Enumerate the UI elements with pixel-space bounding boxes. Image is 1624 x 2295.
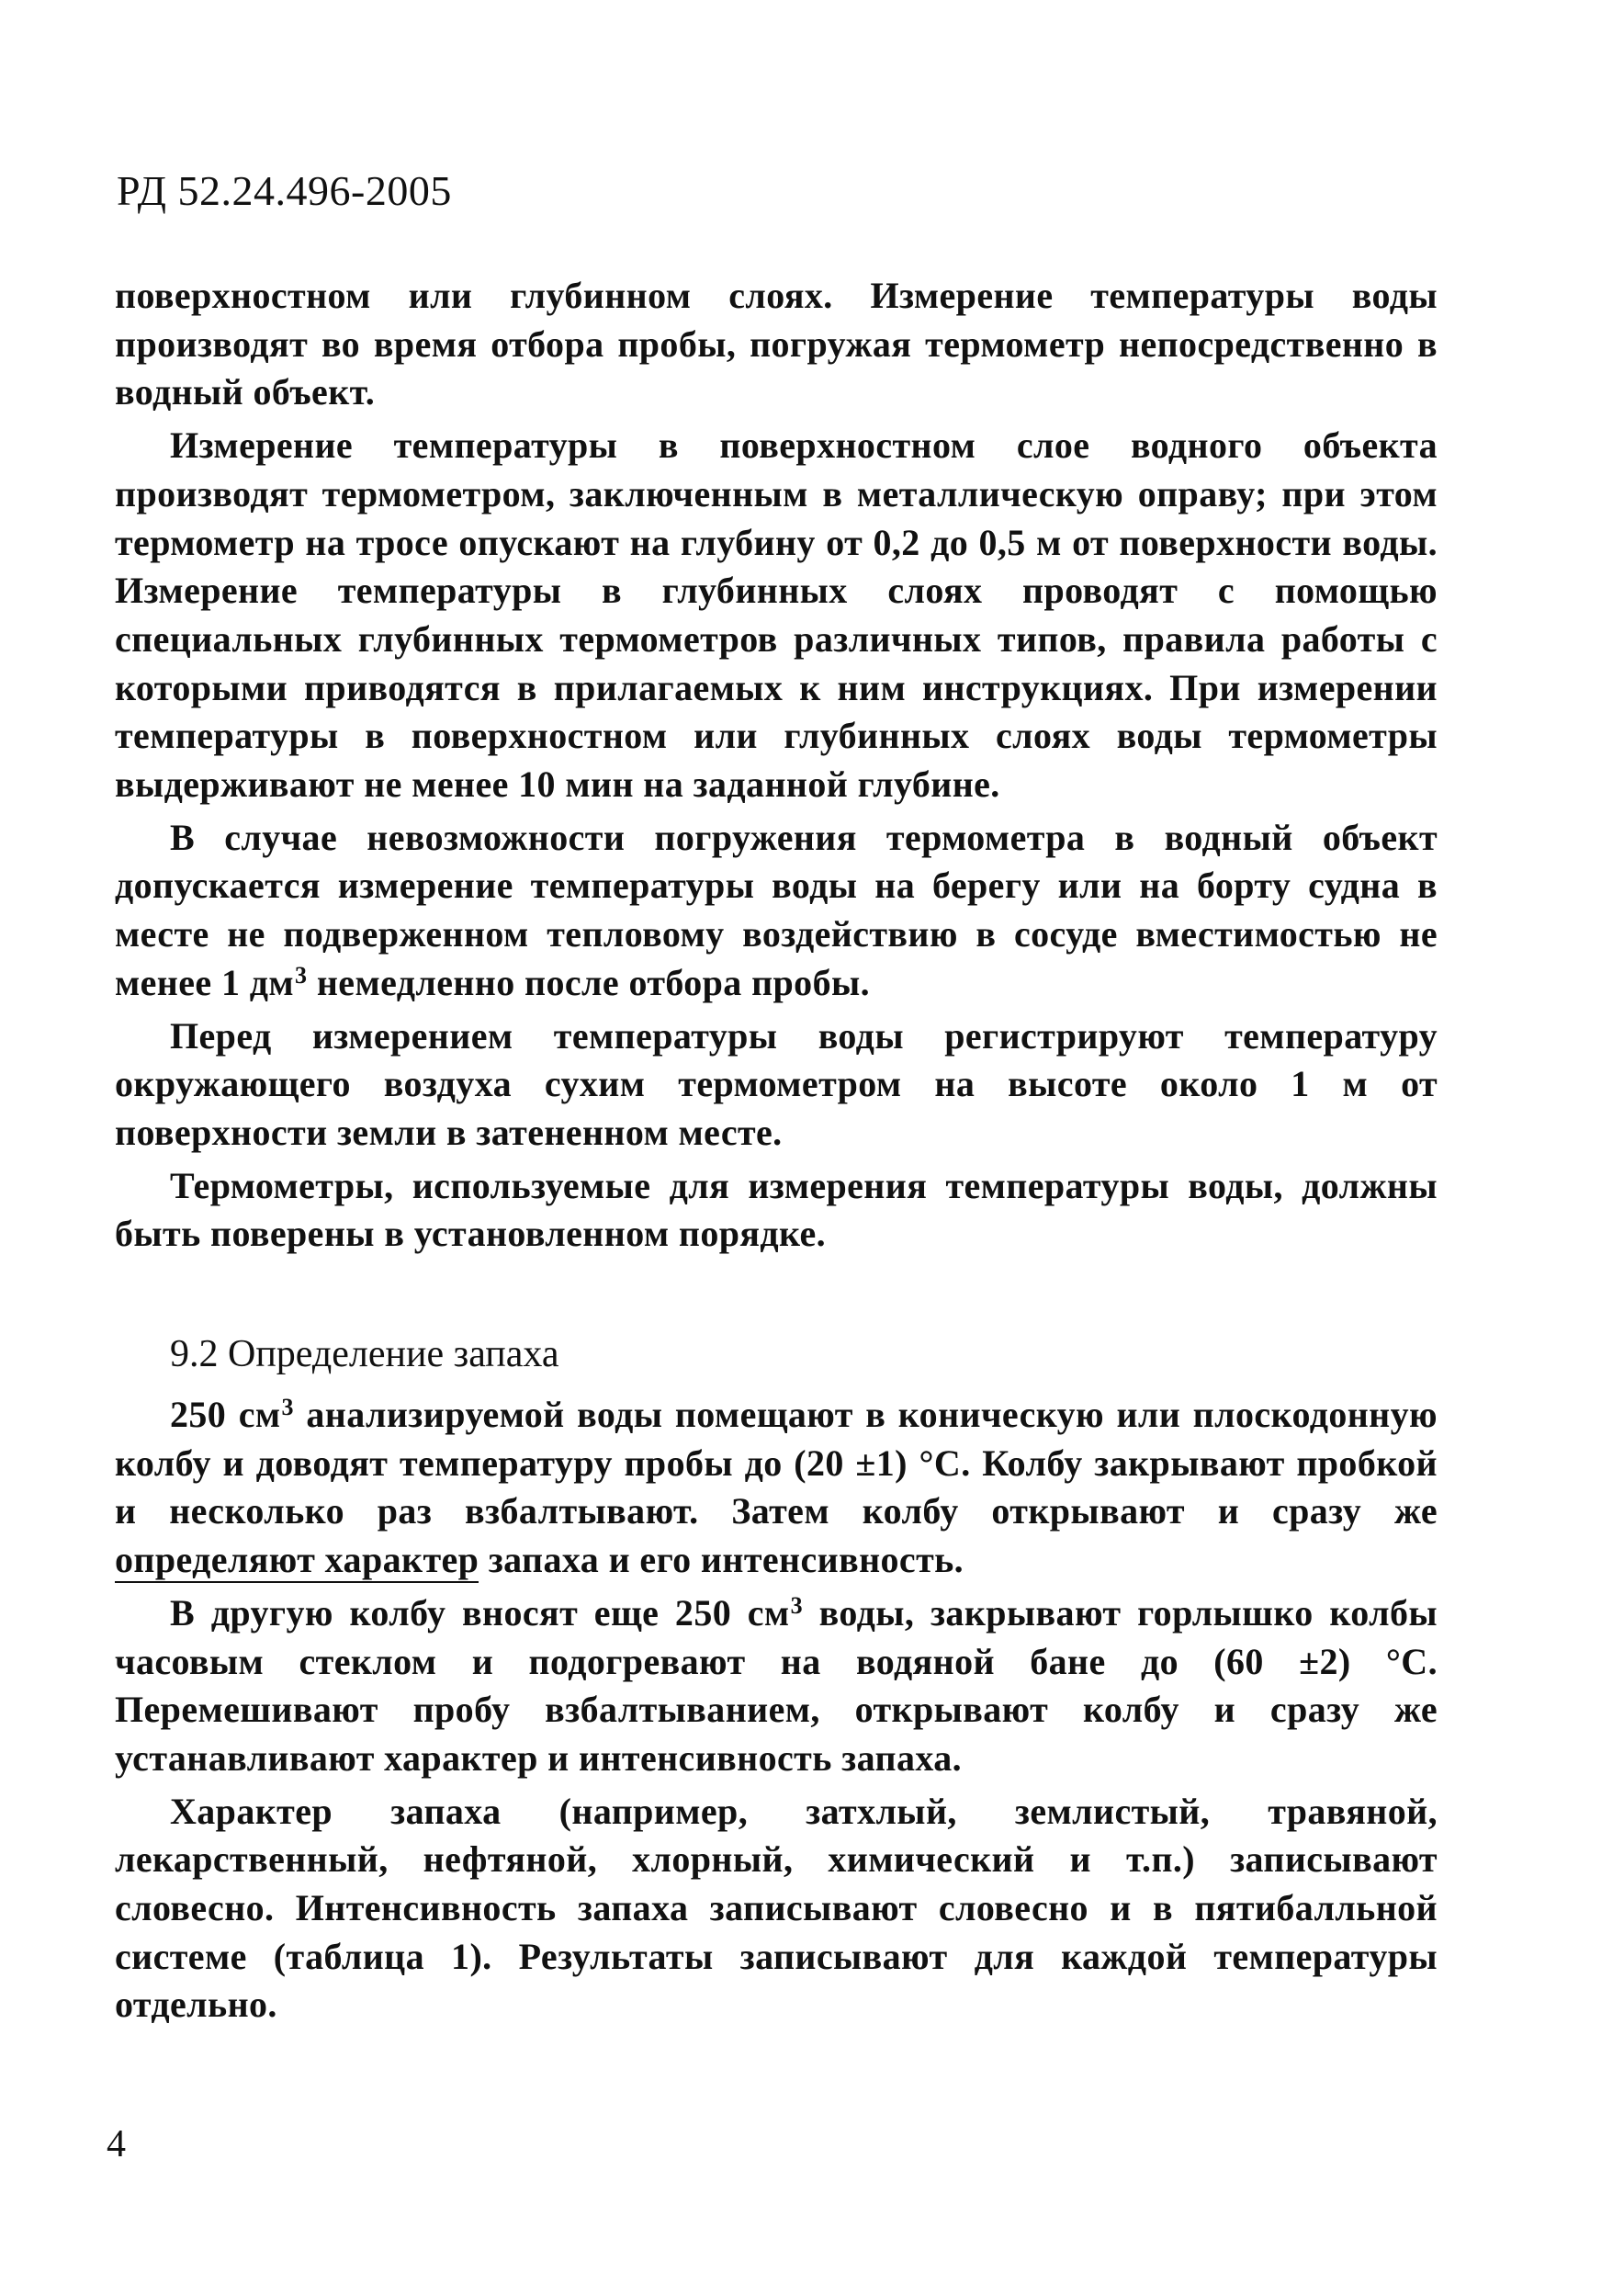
paragraph-text: немедленно после отбора пробы.: [307, 961, 871, 1003]
paragraph-continued: поверхностном или глубинном слоях. Измерение температуры воды производят во время отбора пробы, погружая термометр непосредственно в водный объект.: [115, 275, 1438, 413]
section-heading-odor: 9.2 Определение запаха: [170, 1333, 559, 1375]
paragraph-text: В другую колбу вносят еще 250 см: [170, 1591, 790, 1634]
section-odor-determination: [115, 1391, 1438, 2029]
paragraph-text: запаха и его интенсивность.: [479, 1539, 964, 1581]
page-number: 4: [107, 2123, 126, 2165]
paragraph-thermometer-verification: Термометры, используемые для измерения температуры воды, должны быть поверены в установленном порядке.: [115, 1164, 1438, 1255]
superscript: 3: [790, 1591, 803, 1619]
paragraph-odor-at-60: [115, 1589, 1438, 1783]
superscript: 3: [281, 1394, 294, 1420]
paragraph-text: воды, закрывают горлышко колбы часовым стеклом и подогревают на водяной бане до (60 ±2) °С. Перемешивают пробу взбалтыванием, открывают колбу и сразу же устанавливают характер и интенсивность запаха.: [115, 1591, 1438, 1779]
paragraph-air-temperature: Перед измерением температуры воды регистрируют температуру окружающего воздуха сухим термометром на высоте около 1 м от поверхности земли в затененном месте.: [115, 1014, 1438, 1153]
paragraph-shore-measurement: [115, 814, 1438, 1008]
document-code-header: РД 52.24.496-2005: [117, 167, 452, 214]
superscript: 3: [295, 961, 308, 989]
paragraph-surface-measurement: Измерение температуры в поверхностном слое водного объекта производят термометром, заключенным в металлическую оправу; при этом термометр на тросе опускают на глубину от 0,2 до 0,5 м от поверхности воды. Измерение температуры в глубинных слоях проводят с помощью специальных глубинных термометров различных типов, правила работы с которыми приводятся в прилагаемых к ним инструкциях. При измерении температуры в поверхностном или глубинных слоях воды термометры выдерживают не менее 10 мин на заданной глубине.: [115, 424, 1438, 806]
paragraph-text: 250 см: [170, 1394, 281, 1435]
paragraph-text: анализируемой воды помещают в коническую или плоскодонную колбу и доводят температуру пробы до (20 ±1) °С. Колбу закрывают пробкой и несколько раз взбалтывают. Затем колбу открывают и сразу же: [115, 1394, 1438, 1532]
section-temperature-measurement: [115, 272, 1438, 1259]
paragraph-odor-at-20: [115, 1391, 1438, 1585]
underlined-text: определяют характер: [115, 1539, 479, 1583]
paragraph-odor-recording: Характер запаха (например, затхлый, землистый, травяной, лекарственный, нефтяной, хлорный, химический и т.п.) записывают словесно. Интенсивность запаха записывают словесно и в пятибалльной системе (таблица 1). Результаты записывают для каждой температуры отдельно.: [115, 1790, 1438, 2026]
paragraph-text: В случае невозможности погружения термометра в водный объект допускается измерение температуры воды на берегу или на борту судна в месте не подверженном тепловому воздействию в сосуде вместимостью не менее 1 дм: [115, 816, 1438, 1003]
